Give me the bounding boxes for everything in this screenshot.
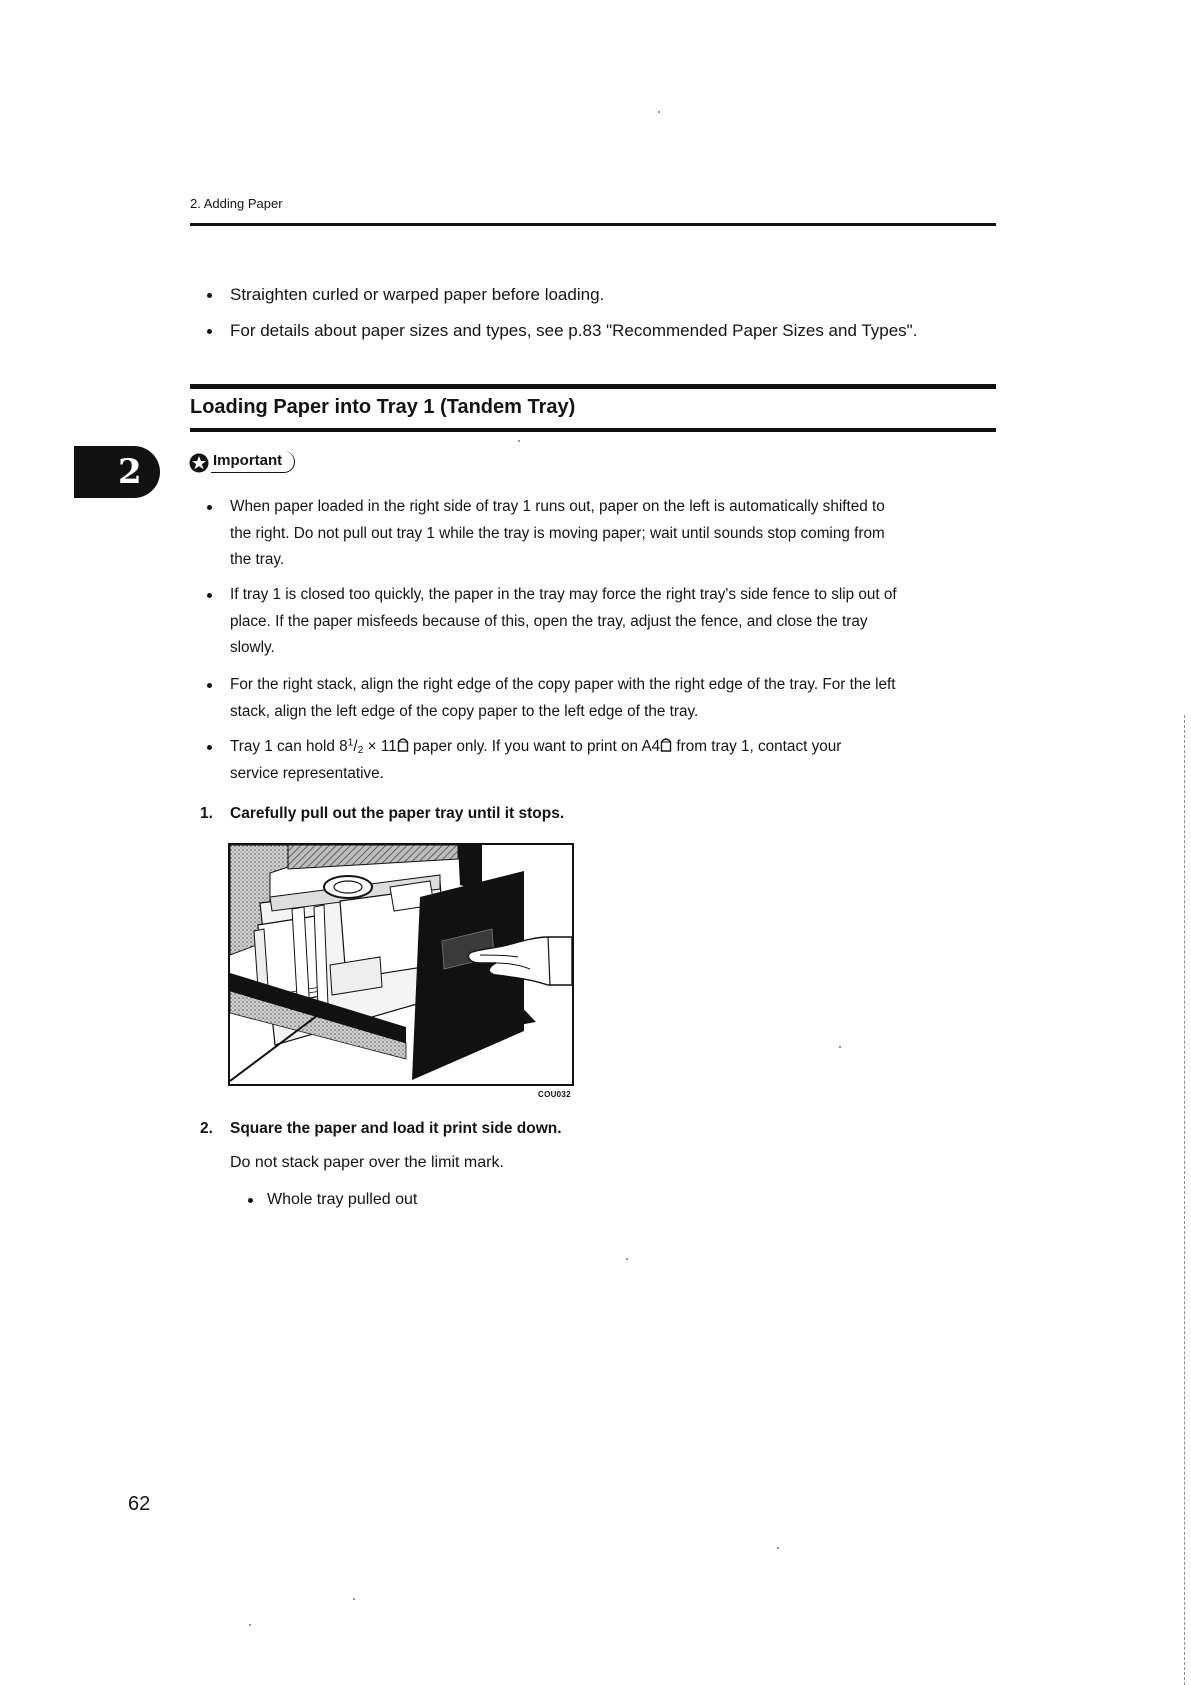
scan-speck (839, 1046, 841, 1048)
list-item-line: the right. Do not pull out tray 1 while the tray is moving paper; wait until sounds stop coming from (230, 524, 885, 542)
section-bottom-rule (190, 428, 996, 432)
fraction-denominator: 2 (357, 745, 364, 757)
scan-speck (777, 1547, 779, 1549)
step-number: 2. (200, 1120, 213, 1137)
sub-list-item (267, 1190, 417, 1210)
list-item-line: slowly. (230, 639, 275, 656)
running-header: 2. Adding Paper (190, 196, 283, 211)
scan-edge-line (1184, 715, 1185, 1685)
bullet-dot (248, 1198, 253, 1203)
sub-list-item-text: Whole tray pulled out (267, 1191, 418, 1208)
paper-feed-direction-icon (397, 737, 409, 752)
page-number: 62 (128, 1493, 151, 1515)
list-item-line (230, 734, 841, 761)
tray-capacity-text: from tray 1, contact your (672, 738, 842, 755)
chapter-number: 2 (118, 452, 142, 492)
list-item-tray-capacity (230, 734, 841, 787)
bullet-dot (207, 293, 212, 298)
scan-speck (249, 1624, 251, 1626)
list-item (230, 285, 604, 305)
scan-speck (626, 1258, 628, 1260)
list-item-text: For details about paper sizes and types, see p.83 "Recommended Paper Sizes and Types". (230, 321, 918, 340)
star-circle-icon (189, 453, 209, 473)
limit-window (324, 876, 372, 898)
bullet-dot (207, 329, 212, 334)
list-item-line: service representative. (230, 764, 384, 782)
size-suffix: × 11 (363, 738, 397, 755)
chapter-tab (74, 446, 160, 498)
list-item (230, 321, 917, 341)
list-item-line: If tray 1 is closed too quickly, the paper in the tray may force the right tray's side fence to slip out of (230, 586, 897, 603)
step-number: 1. (200, 805, 213, 822)
list-item-line: For the right stack, align the right edge of the copy paper with the right edge of the tray. For the left (230, 676, 896, 693)
scan-speck (518, 440, 520, 442)
step-instruction: Carefully pull out the paper tray until it stops. (230, 805, 565, 822)
tray-illustration-drawing (230, 845, 572, 1084)
list-item (230, 582, 897, 662)
section-top-rule (190, 384, 996, 389)
scan-speck (658, 111, 660, 113)
list-item (230, 672, 896, 725)
header-rule (190, 223, 996, 226)
step-note: Do not stack paper over the limit mark. (230, 1154, 504, 1171)
tray-capacity-text: paper only. If you want to print on A4 (408, 738, 661, 755)
bullet-dot (207, 505, 212, 510)
list-item-line: stack, align the left edge of the copy paper to the left edge of the tray. (230, 702, 699, 720)
bullet-dot (207, 745, 212, 750)
paper-feed-direction-icon (660, 737, 672, 752)
section-title: Loading Paper into Tray 1 (Tandem Tray) (190, 396, 576, 418)
bullet-dot (207, 683, 212, 688)
list-item-line: When paper loaded in the right side of tray 1 runs out, paper on the left is automatically shifted to (230, 498, 885, 515)
list-item-line: place. If the paper misfeeds because of this, open the tray, adjust the fence, and close the tray (230, 612, 868, 630)
list-item-line: the tray. (230, 551, 285, 568)
list-item-text: Straighten curled or warped paper before loading. (230, 285, 605, 304)
step-instruction: Square the paper and load it print side down. (230, 1120, 562, 1137)
scan-speck (353, 1598, 355, 1600)
figure-label: COU032 (538, 1090, 571, 1099)
bullet-dot (207, 593, 212, 598)
tray-illustration (228, 843, 574, 1086)
important-label-text: Important (211, 451, 295, 473)
fraction-slash: / (353, 738, 358, 755)
fraction-numerator: 1 (347, 737, 354, 749)
tray-capacity-text: Tray 1 can hold 8 (230, 738, 348, 755)
machine-top-band (288, 845, 458, 869)
list-item (230, 494, 885, 574)
